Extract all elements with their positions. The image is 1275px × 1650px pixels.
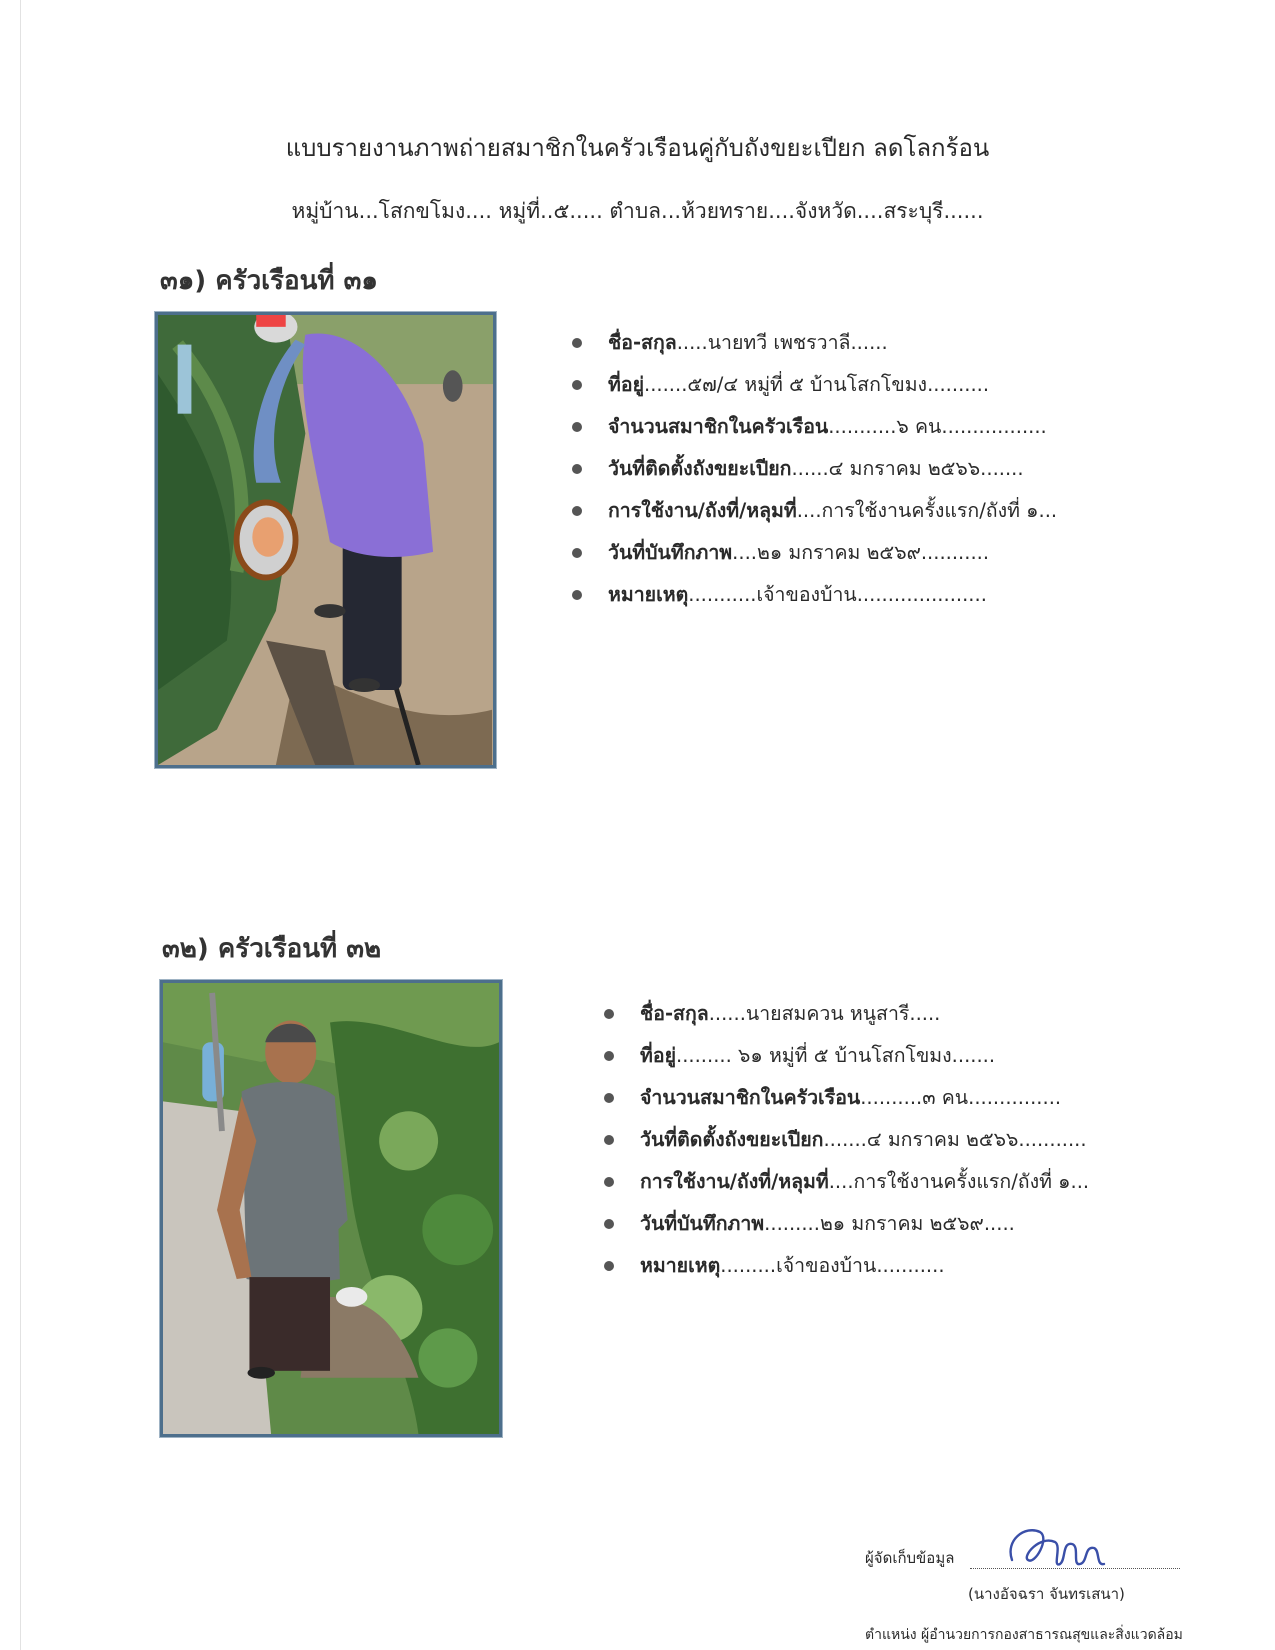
field-install-date: วันที่ติดตั้งถังขยะเปียก......๔ มกราคม ๒๕๖๖....... [572, 448, 1057, 490]
household-info-32 [604, 993, 1089, 1287]
field-install-date: วันที่ติดตั้งถังขยะเปียก.......๔ มกราคม ๒๕๖๖........... [604, 1119, 1089, 1161]
field-name: ชื่อ-สกุล......นายสมควน หนูสารี..... [604, 993, 1089, 1035]
field-members: จำนวนสมาชิกในครัวเรือน..........๓ คน............... [604, 1077, 1089, 1119]
household-photo-32 [160, 980, 502, 1437]
bullet-icon [604, 1009, 614, 1019]
bullet-icon [604, 1177, 614, 1187]
bullet-icon [572, 548, 582, 558]
field-photo-date: วันที่บันทึกภาพ.........๒๑ มกราคม ๒๕๖๙..... [604, 1203, 1089, 1245]
field-photo-date: วันที่บันทึกภาพ....๒๑ มกราคม ๒๕๖๙........... [572, 532, 1057, 574]
field-name: ชื่อ-สกุล.....นายทวี เพชรวาลี...... [572, 322, 1057, 364]
collector-position: ตำแหน่ง ผู้อำนวยการกองสาธารณสุขและสิ่งแวดล้อม [865, 1627, 1183, 1643]
field-members: จำนวนสมาชิกในครัวเรือน...........๖ คน................. [572, 406, 1057, 448]
bullet-icon [604, 1219, 614, 1229]
report-title: แบบรายงานภาพถ่ายสมาชิกในครัวเรือนคู่กับถังขยะเปียก ลดโลกร้อน [285, 134, 990, 162]
field-remark: หมายเหตุ...........เจ้าของบ้าน..................... [572, 574, 1057, 616]
report-subtitle: หมู่บ้าน...โสกขโมง.... หมู่ที่..๕..... ตำบล...ห้วยทราย....จังหวัด....สระบุรี...... [291, 199, 984, 223]
field-address: ที่อยู่......... ๖๑ หมู่ที่ ๕ บ้านโสกโขมง....... [604, 1035, 1089, 1077]
field-usage: การใช้งาน/ถังที่/หลุมที่....การใช้งานครั้งแรก/ถังที่ ๑... [604, 1161, 1089, 1203]
household-info-31 [572, 322, 1057, 616]
household-photo-31 [155, 312, 496, 768]
household-heading-32: ๓๒) ครัวเรือนที่ ๓๒ [162, 934, 382, 964]
collector-name: (นางอัจฉรา จันทรเสนา) [968, 1585, 1125, 1603]
bullet-icon [572, 422, 582, 432]
collector-label: ผู้จัดเก็บข้อมูล [865, 1549, 955, 1567]
bullet-icon [604, 1051, 614, 1061]
field-usage: การใช้งาน/ถังที่/หลุมที่....การใช้งานครั้งแรก/ถังที่ ๑... [572, 490, 1057, 532]
bullet-icon [572, 464, 582, 474]
handwritten-signature [1000, 1520, 1120, 1580]
bullet-icon [604, 1093, 614, 1103]
bullet-icon [572, 590, 582, 600]
field-remark: หมายเหตุ.........เจ้าของบ้าน........... [604, 1245, 1089, 1287]
bullet-icon [572, 380, 582, 390]
page-edge [20, 0, 21, 1650]
field-address: ที่อยู่.......๕๗/๔ หมู่ที่ ๕ บ้านโสกโขมง.......... [572, 364, 1057, 406]
bullet-icon [572, 338, 582, 348]
bullet-icon [604, 1261, 614, 1271]
household-heading-31: ๓๑) ครัวเรือนที่ ๓๑ [160, 266, 378, 296]
bullet-icon [604, 1135, 614, 1145]
bullet-icon [572, 506, 582, 516]
photo-man-watering-bin [158, 315, 493, 765]
photo-man-standing-by-bin [163, 983, 499, 1434]
